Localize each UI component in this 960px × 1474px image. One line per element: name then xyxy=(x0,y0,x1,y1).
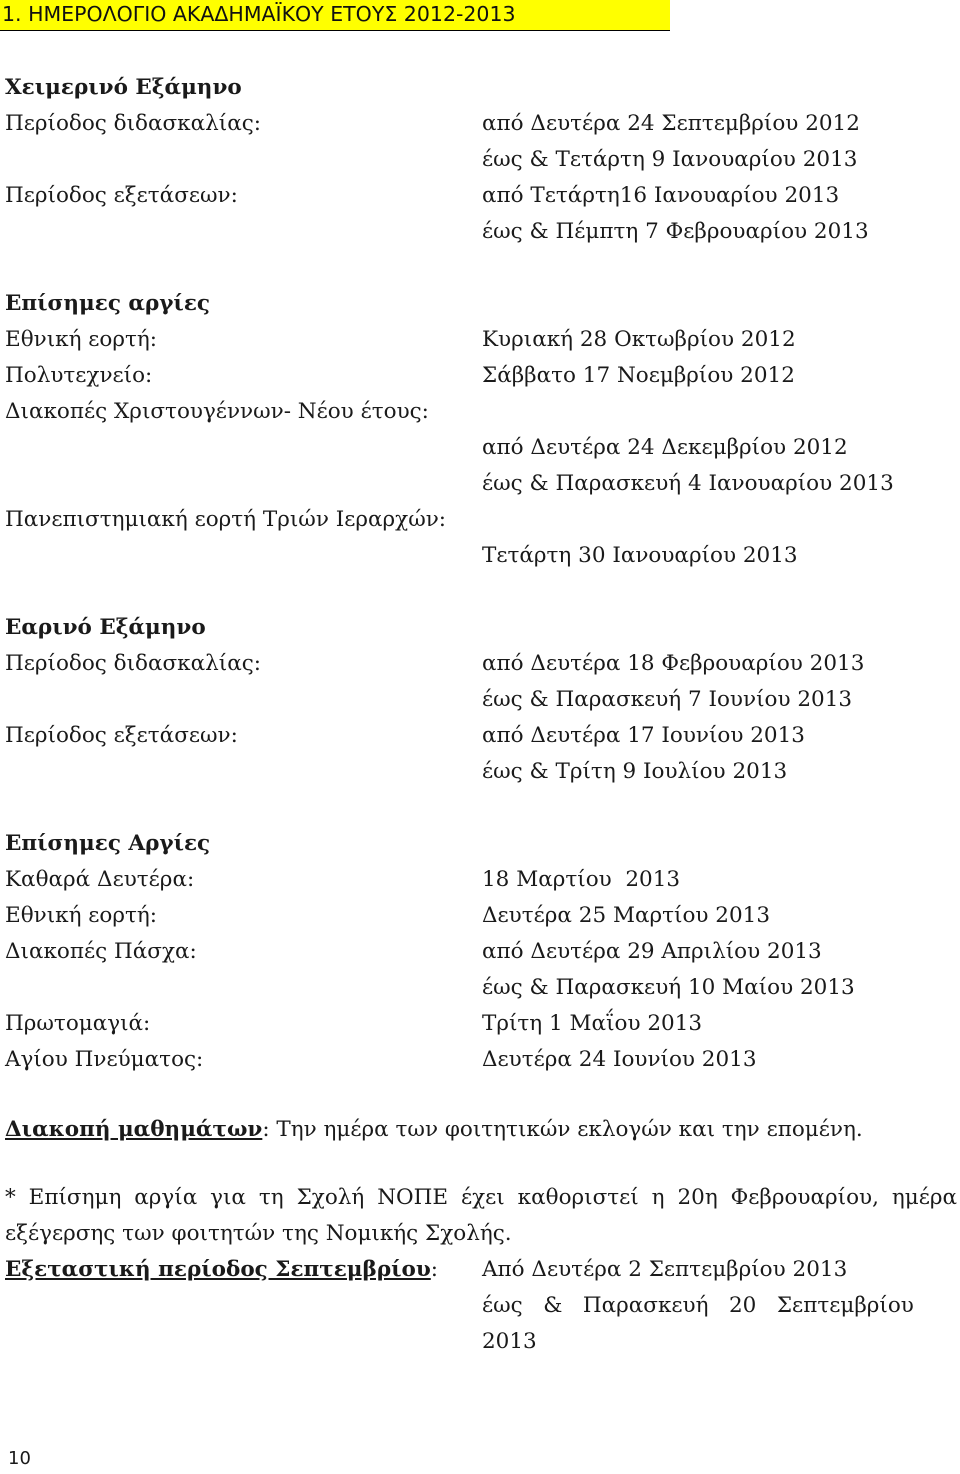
easter-row xyxy=(0,934,960,970)
september-to: έως & Παρασκευή 20 Σεπτεμβρίου xyxy=(482,1293,914,1318)
spring-exams-from: από Δευτέρα 17 Ιουνίου 2013 xyxy=(482,723,805,748)
winter-teaching-to: έως & Τετάρτη 9 Ιανουαρίου 2013 xyxy=(482,147,858,172)
national-holiday-value: Κυριακή 28 Οκτωβρίου 2012 xyxy=(482,327,796,352)
christmas-row xyxy=(0,394,960,430)
winter-exams-row xyxy=(0,178,960,214)
spring-holidays-section xyxy=(0,826,960,862)
september-colon: : xyxy=(430,1257,439,1282)
september-year: 2013 xyxy=(482,1329,537,1354)
spring-teaching-to-row xyxy=(0,682,960,718)
page-number: 10 xyxy=(8,1448,31,1469)
three-hierarchs-row xyxy=(0,502,960,538)
easter-from: από Δευτέρα 29 Απριλίου 2013 xyxy=(482,939,822,964)
september-row xyxy=(0,1252,960,1288)
national-holiday-row xyxy=(0,322,960,358)
easter-to: έως & Παρασκευή 10 Μαίου 2013 xyxy=(482,975,855,1000)
winter-exams-to: έως & Πέμπτη 7 Φεβρουαρίου 2013 xyxy=(482,219,869,244)
christmas-to: έως & Παρασκευή 4 Ιανουαρίου 2013 xyxy=(482,471,894,496)
polytechnic-label: Πολυτεχνείο: xyxy=(5,363,153,388)
easter-label: Διακοπές Πάσχα: xyxy=(5,939,197,964)
spring-national-row xyxy=(0,898,960,934)
september-to-row xyxy=(0,1288,960,1324)
spring-title: Εαρινό Εξάμηνο xyxy=(5,615,206,640)
suspension-label: Διακοπή μαθημάτων xyxy=(5,1117,263,1142)
polytechnic-row xyxy=(0,358,960,394)
winter-exams-to-row xyxy=(0,214,960,250)
september-from: Από Δευτέρα 2 Σεπτεμβρίου 2013 xyxy=(482,1257,848,1282)
clean-monday-row xyxy=(0,862,960,898)
spring-holidays-title: Επίσημες Αργίες xyxy=(5,831,211,856)
winter-teaching-to-row xyxy=(0,142,960,178)
national-holiday-label: Εθνική εορτή: xyxy=(5,327,158,352)
christmas-label: Διακοπές Χριστουγέννων- Νέου έτους: xyxy=(5,399,429,424)
footnote: * Επίσημη αργία για τη Σχολή ΝΟΠΕ έχει καθοριστεί η 20η Φεβρουαρίου, ημέρα εξέγερσης των φοιτητών της Νομικής Σχολής. xyxy=(5,1185,957,1246)
christmas-to-row xyxy=(0,466,960,502)
september-label: Εξεταστική περίοδος Σεπτεμβρίου xyxy=(5,1257,431,1282)
winter-exams-from: από Τετάρτη16 Ιανουαρίου 2013 xyxy=(482,183,840,208)
spring-national-label: Εθνική εορτή: xyxy=(5,903,158,928)
spring-teaching-to: έως & Παρασκευή 7 Ιουνίου 2013 xyxy=(482,687,853,712)
easter-to-row xyxy=(0,970,960,1006)
mayday-row xyxy=(0,1006,960,1042)
winter-holidays-title: Επίσημες αργίες xyxy=(5,291,210,316)
spring-teaching-label: Περίοδος διδασκαλίας: xyxy=(5,651,261,676)
mayday-value: Τρίτη 1 Μαΐου 2013 xyxy=(482,1011,703,1036)
holy-spirit-label: Αγίου Πνεύματος: xyxy=(5,1047,204,1072)
winter-title: Χειμερινό Εξάμηνο xyxy=(5,75,242,100)
mayday-label: Πρωτομαγιά: xyxy=(5,1011,151,1036)
spring-exams-to-row xyxy=(0,754,960,790)
suspension-text: : Την ημέρα των φοιτητικών εκλογών και την επομένη. xyxy=(262,1117,863,1142)
spring-exams-label: Περίοδος εξετάσεων: xyxy=(5,723,238,748)
holy-spirit-value: Δευτέρα 24 Ιουνίου 2013 xyxy=(482,1047,757,1072)
polytechnic-value: Σάββατο 17 Νοεμβρίου 2012 xyxy=(482,363,795,388)
clean-monday-value: 18 Μαρτίου 2013 xyxy=(482,867,681,892)
winter-exams-label: Περίοδος εξετάσεων: xyxy=(5,183,238,208)
september-year-row xyxy=(0,1324,960,1360)
winter-section xyxy=(0,70,960,106)
winter-holidays-section xyxy=(0,286,960,322)
spring-exams-to: έως & Τρίτη 9 Ιουλίου 2013 xyxy=(482,759,788,784)
spring-teaching-from: από Δευτέρα 18 Φεβρουαρίου 2013 xyxy=(482,651,865,676)
page-title: 1. ΗΜΕΡΟΛΟΓΙΟ ΑΚΑΔΗΜΑΪΚΟΥ ΕΤΟΥΣ 2012-2013 xyxy=(2,2,516,26)
suspension-note xyxy=(5,1112,863,1148)
three-hierarchs-value-row xyxy=(0,538,960,574)
christmas-from: από Δευτέρα 24 Δεκεμβρίου 2012 xyxy=(482,435,848,460)
spring-section xyxy=(0,610,960,646)
three-hierarchs-label: Πανεπιστημιακή εορτή Τριών Ιεραρχών: xyxy=(5,507,447,532)
spring-teaching-row xyxy=(0,646,960,682)
spring-national-value: Δευτέρα 25 Μαρτίου 2013 xyxy=(482,903,771,928)
winter-teaching-from: από Δευτέρα 24 Σεπτεμβρίου 2012 xyxy=(482,111,860,136)
three-hierarchs-value: Τετάρτη 30 Ιανουαρίου 2013 xyxy=(482,543,798,568)
winter-teaching-row xyxy=(0,106,960,142)
winter-teaching-label: Περίοδος διδασκαλίας: xyxy=(5,111,261,136)
holy-spirit-row xyxy=(0,1042,960,1078)
clean-monday-label: Καθαρά Δευτέρα: xyxy=(5,867,195,892)
spring-exams-row xyxy=(0,718,960,754)
christmas-from-row xyxy=(0,430,960,466)
